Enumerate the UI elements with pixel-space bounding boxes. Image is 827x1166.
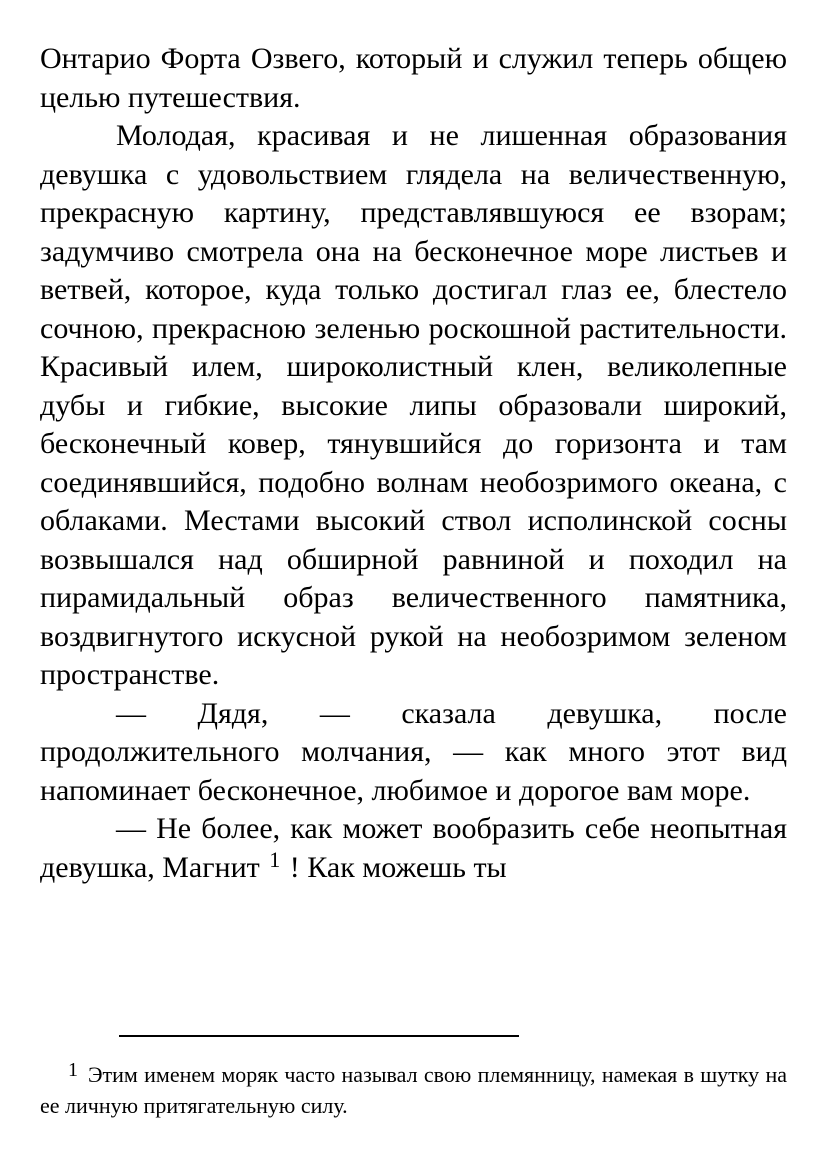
footnote-number: 1	[68, 1059, 78, 1081]
paragraph-4	[40, 810, 787, 889]
paragraph-2: Молодая, красивая и не лишенная образования девушка с удовольствием глядела на величественную, прекрасную картину, представлявшуюся ее взорам; задумчиво смотрела она на бесконечное море листьев и ветвей, которое, куда только достигал глаз ее, блестело сочною, прекрасною зеленью роскошной растительности. Красивый илем, широколистный клен, великолепные дубы и гибкие, высокие липы образовали широкий, бесконечный ковер, тянувшийся до горизонта и там соединявшийся, подобно волнам необозримого океана, с облаками. Местами высокий ствол исполинской сосны возвышался над обширной равниной и походил на пирамидальный образ величественного памятника, воздвигнутого искусной рукой на необозримом зеленом пространстве.	[40, 119, 787, 691]
paragraph-3: — Дядя, — сказала девушка, после продолжительного молчания, — как много этот вид напоминает бесконечное, любимое и дорогое вам море.	[40, 696, 787, 807]
footnote	[40, 1060, 787, 1121]
paragraph-4-text-start: — Не более, как может вообразить себе неопытная девушка, Магнит	[40, 812, 787, 884]
footnote-separator	[119, 1035, 519, 1037]
paragraph-4-text-end: ! Как можешь ты	[289, 850, 507, 884]
footnote-reference[interactable]: 1	[269, 846, 281, 872]
document-page	[40, 40, 787, 1118]
footnote-text: Этим именем моряк часто называл свою племянницу, намекая в шутку на ее личную притягательную силу.	[40, 1062, 787, 1118]
paragraph-1: Онтарио Форта Озвего, который и служил теперь общею целью путешествия.	[40, 42, 787, 114]
body-text	[40, 40, 787, 889]
